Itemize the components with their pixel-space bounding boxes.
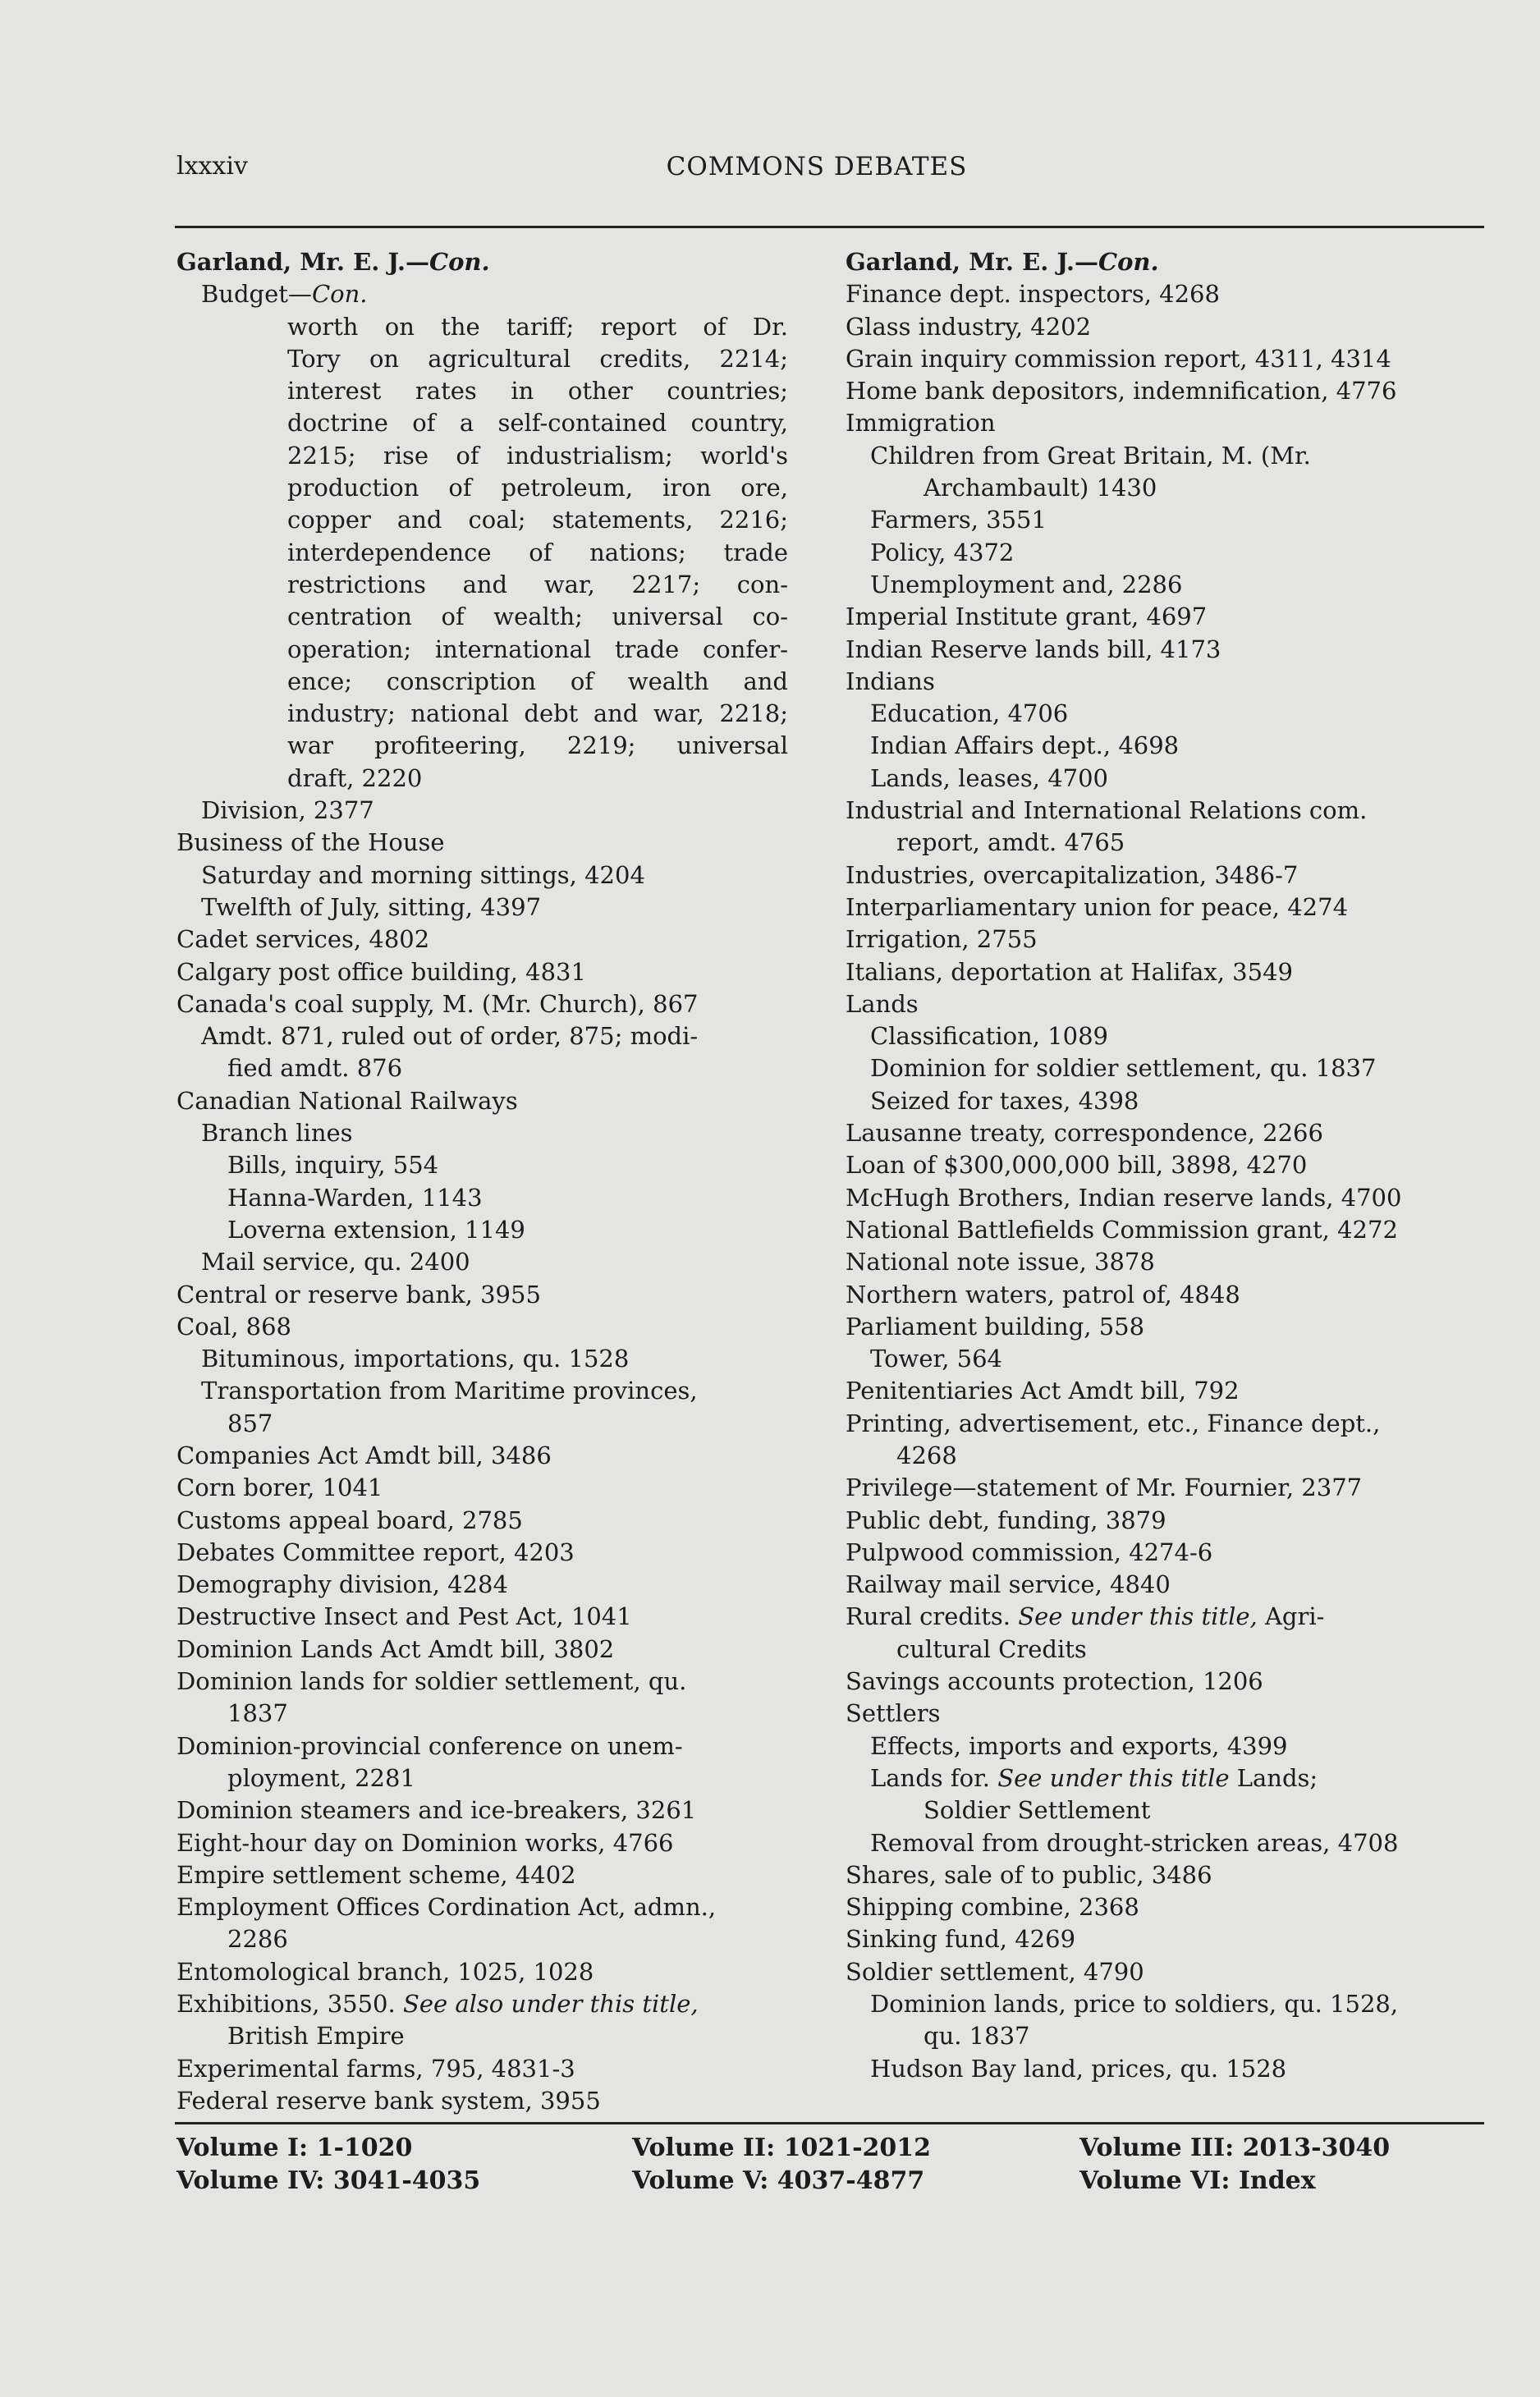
entry-text: Home bank depositors, indemnification, 4776 [846, 377, 1397, 406]
paragraph-line: doctrine of a self-contained country, [287, 409, 788, 438]
entry-text: Dominion lands for soldier settlement, qu. [176, 1667, 687, 1696]
index-entry [176, 1149, 788, 1181]
entry-text: Rural credits. [846, 1602, 1011, 1631]
entry-text: Twelfth of July, sitting, 4397 [201, 892, 542, 921]
index-entry [176, 1408, 788, 1440]
paragraph-line: draft, 2220 [287, 763, 423, 792]
entry-text: Farmers, 3551 [870, 506, 1047, 534]
index-entries [846, 278, 1449, 2085]
entry-text: Exhibitions, 3550. [176, 1990, 396, 2019]
entry-text: Finance dept. inspectors, 4268 [846, 280, 1220, 309]
entry-text-continued: Lands; [1236, 1763, 1318, 1792]
entry-text: Interparliamentary union for peace, 4274 [846, 892, 1349, 921]
header-rule [175, 226, 1484, 228]
index-entry [176, 2085, 788, 2117]
index-entry [846, 956, 1449, 988]
index-entry [846, 827, 1449, 859]
index-entry [846, 1891, 1449, 1923]
index-entry [846, 278, 1449, 310]
index-entry [846, 1762, 1449, 1794]
index-column-right [846, 246, 1449, 2085]
entry-cross-reference: See under this title [997, 1763, 1230, 1792]
index-entry [176, 1891, 788, 1923]
entry-text: Imperial Institute grant, 4697 [846, 603, 1208, 631]
index-entry [846, 1730, 1449, 1762]
entry-text: Coal, 868 [176, 1312, 292, 1341]
volume-label: Volume I: 1-1020 [176, 2133, 413, 2162]
index-entry [846, 1343, 1449, 1375]
paragraph-line: interest rates in other countries; [287, 377, 788, 406]
index-entry [846, 1085, 1449, 1117]
volume-label: Volume VI: Index [1079, 2166, 1316, 2195]
entry-text: 857 [227, 1409, 273, 1437]
index-entry [846, 1794, 1449, 1826]
index-column-left [176, 246, 788, 2117]
entry-text: Effects, imports and exports, 4399 [870, 1731, 1288, 1760]
subheading: Budget—Con. [201, 280, 368, 309]
index-entry [176, 2053, 788, 2085]
entry-text: Seized for taxes, 4398 [870, 1086, 1139, 1115]
entry-text: Corn borer, 1041 [176, 1473, 383, 1502]
entry-text: Indian Reserve lands bill, 4173 [846, 635, 1221, 663]
index-entry [846, 1149, 1449, 1181]
index-entry [846, 311, 1449, 343]
index-entry [846, 537, 1449, 569]
index-entry [846, 1440, 1449, 1472]
page-header [176, 152, 1457, 185]
entry-text: National note issue, 3878 [846, 1248, 1155, 1276]
index-entry [176, 1505, 788, 1537]
index-entry [176, 859, 788, 891]
index-entry [176, 988, 788, 1020]
entry-text: Penitentiaries Act Amdt bill, 792 [846, 1377, 1240, 1405]
index-entry [176, 1537, 788, 1569]
index-entry [846, 666, 1449, 698]
entry-text: Employment Offices Cordination Act, admn., [176, 1893, 717, 1922]
index-entry [176, 1601, 788, 1633]
entry-text: Saturday and morning sittings, 4204 [201, 860, 645, 889]
entry-text: Immigration [846, 409, 996, 438]
paragraph-line: industry; national debt and war, 2218; [287, 699, 788, 728]
entry-text: Removal from drought-stricken areas, 4708 [870, 1828, 1399, 1857]
entry-text: Demography division, 4284 [176, 1570, 508, 1599]
entry-text: Dominion for soldier settlement, qu. 1837 [870, 1054, 1377, 1083]
entry-text: Canada's coal supply, M. (Mr. Church), 867 [176, 989, 699, 1018]
paragraph-line: restrictions and war, 2217; con- [287, 570, 788, 598]
index-entry [846, 1214, 1449, 1246]
index-entry [846, 634, 1449, 666]
entry-text: Archambault) 1430 [924, 474, 1157, 502]
entry-text: Indian Affairs dept., 4698 [870, 731, 1180, 760]
index-entry [846, 763, 1449, 795]
index-entry [846, 859, 1449, 891]
index-entry [176, 1634, 788, 1666]
budget-paragraph [176, 311, 788, 795]
entry-text: Industries, overcapitalization, 3486-7 [846, 860, 1299, 889]
entry-text: Irrigation, 2755 [846, 925, 1038, 954]
index-entry [846, 1923, 1449, 1955]
entry-text: Settlers [846, 1699, 941, 1728]
entry-text: Tower, 564 [870, 1345, 1003, 1373]
index-entry [176, 1311, 788, 1343]
entry-text-continued: Agri- [1264, 1602, 1325, 1631]
entry-text: McHugh Brothers, Indian reserve lands, 4700 [846, 1183, 1402, 1212]
index-entry [176, 1246, 788, 1278]
paragraph-line: production of petroleum, iron ore, [287, 474, 788, 502]
page-number: lxxxiv [176, 152, 248, 181]
index-entry [176, 1472, 788, 1504]
entry-text: Bills, inquiry, 554 [227, 1151, 439, 1180]
entry-text: Glass industry, 4202 [846, 312, 1092, 341]
index-entry [176, 1052, 788, 1084]
column-heading: Garland, Mr. E. J.—Con. [176, 248, 490, 276]
entry-text: Education, 4706 [870, 699, 1069, 728]
entry-text: Public debt, funding, 3879 [846, 1506, 1166, 1534]
index-entry [846, 1956, 1449, 1988]
index-entry [176, 1923, 788, 1955]
entry-text: 1837 [227, 1699, 288, 1728]
index-entry [176, 1569, 788, 1601]
index-entry [176, 1020, 788, 1052]
index-entry [846, 504, 1449, 536]
index-entry [176, 1988, 788, 2020]
entry-text: British Empire [227, 2022, 405, 2051]
index-entry [176, 1827, 788, 1859]
entry-text: Debates Committee report, 4203 [176, 1538, 575, 1566]
paragraph-line: 2215; rise of industrialism; world's [287, 441, 788, 470]
entry-text: Italians, deportation at Halifax, 3549 [846, 957, 1293, 986]
index-entry [176, 1859, 788, 1891]
paragraph-line: Tory on agricultural credits, 2214; [287, 344, 788, 373]
index-entry [846, 1505, 1449, 1537]
index-entry [176, 1666, 788, 1698]
entry-text: Customs appeal board, 2785 [176, 1506, 523, 1534]
entry-text: Shares, sale of to public, 3486 [846, 1860, 1212, 1889]
index-entry [846, 1279, 1449, 1311]
index-entries [176, 795, 788, 2117]
entry-text: Classification, 1089 [870, 1022, 1108, 1051]
entry-text: Transportation from Maritime provinces, [201, 1377, 698, 1405]
entry-text: Dominion steamers and ice-breakers, 3261 [176, 1796, 697, 1825]
entry-text: Amdt. 871, ruled out of order, 875; modi- [201, 1022, 699, 1051]
entry-text: Lands for. [870, 1763, 990, 1792]
paragraph-line: interdependence of nations; trade [287, 538, 788, 566]
entry-text: Shipping combine, 2368 [846, 1893, 1139, 1922]
index-entry [846, 1472, 1449, 1504]
index-entry [846, 1666, 1449, 1698]
index-entry [176, 795, 788, 827]
entry-text: Policy, 4372 [870, 538, 1015, 566]
index-entry [846, 1601, 1449, 1633]
footer-rule [175, 2122, 1484, 2124]
entry-text: qu. 1837 [924, 2022, 1030, 2051]
index-entry [846, 343, 1449, 375]
entry-text: Pulpwood commission, 4274-6 [846, 1538, 1213, 1566]
index-entry [176, 1085, 788, 1117]
paragraph-line: centration of wealth; universal co- [287, 603, 788, 631]
index-entry [846, 1311, 1449, 1343]
index-entry [846, 1988, 1449, 2020]
index-entry [176, 1762, 788, 1794]
entry-text: Division, 2377 [201, 796, 374, 825]
index-entry [176, 1375, 788, 1407]
entry-text: Railway mail service, 4840 [846, 1570, 1171, 1599]
paragraph-line: operation; international trade confer- [287, 635, 788, 663]
paragraph-line: ence; conscription of wealth and [287, 667, 788, 695]
index-entry [846, 1052, 1449, 1084]
entry-text: Bituminous, importations, qu. 1528 [201, 1345, 630, 1373]
index-entry [176, 1730, 788, 1762]
index-entry [846, 2053, 1449, 2085]
index-entry [846, 1827, 1449, 1859]
index-entry [846, 1698, 1449, 1730]
entry-text: 2286 [227, 1925, 288, 1954]
entry-text: Federal reserve bank system, 3955 [176, 2086, 601, 2115]
entry-text: Savings accounts protection, 1206 [846, 1667, 1263, 1696]
index-entry [176, 1117, 788, 1149]
entry-text: Destructive Insect and Pest Act, 1041 [176, 1602, 632, 1631]
index-entry [176, 924, 788, 956]
entry-text: Sinking fund, 4269 [846, 1925, 1076, 1954]
entry-text: Dominion-provincial conference on unem- [176, 1731, 683, 1760]
entry-text: Lands, leases, 4700 [870, 763, 1108, 792]
entry-text: Calgary post office building, 4831 [176, 957, 586, 986]
index-entry [846, 1537, 1449, 1569]
entry-text: fied amdt. 876 [227, 1054, 403, 1083]
index-entry [176, 1440, 788, 1472]
entry-text: Children from Great Britain, M. (Mr. [870, 441, 1311, 470]
volume-label: Volume IV: 3041-4035 [176, 2166, 481, 2195]
entry-text: Cadet services, 4802 [176, 925, 430, 954]
index-entry [846, 891, 1449, 924]
entry-text: Unemployment and, 2286 [870, 570, 1183, 598]
index-entry [846, 988, 1449, 1020]
entry-text: Mail service, qu. 2400 [201, 1248, 470, 1276]
index-entry [176, 1182, 788, 1214]
entry-text: report, amdt. 4765 [896, 828, 1125, 857]
entry-text: Hudson Bay land, prices, qu. 1528 [870, 2054, 1287, 2083]
entry-text: Privilege—statement of Mr. Fournier, 2377 [846, 1473, 1363, 1502]
index-entry [846, 472, 1449, 504]
index-entry [176, 1956, 788, 1988]
entry-text: Business of the House [176, 828, 445, 857]
entry-text: Central or reserve bank, 3955 [176, 1280, 541, 1308]
index-entry [846, 730, 1449, 762]
paragraph-line: war profiteering, 2219; universal [287, 731, 788, 760]
index-entry [846, 440, 1449, 472]
index-entry [176, 1279, 788, 1311]
entry-text: Hanna-Warden, 1143 [227, 1183, 483, 1212]
volume-label: Volume III: 2013-3040 [1079, 2133, 1391, 2162]
entry-text: Loverna extension, 1149 [227, 1215, 525, 1244]
index-entry [846, 924, 1449, 956]
entry-text: Loan of $300,000,000 bill, 3898, 4270 [846, 1151, 1308, 1180]
entry-text: Dominion lands, price to soldiers, qu. 1528, [870, 1990, 1399, 2019]
entry-text: Companies Act Amdt bill, 3486 [176, 1441, 552, 1469]
index-entry [846, 1408, 1449, 1440]
volume-label: Volume V: 4037-4877 [632, 2166, 925, 2195]
entry-text: Northern waters, patrol of, 4848 [846, 1280, 1240, 1308]
index-entry [846, 1569, 1449, 1601]
entry-cross-reference: See also under this title, [402, 1990, 699, 2019]
index-entry [176, 1214, 788, 1246]
index-entry [176, 1343, 788, 1375]
entry-text: Entomological branch, 1025, 1028 [176, 1957, 594, 1986]
entry-text: ployment, 2281 [227, 1763, 415, 1792]
index-entry [176, 891, 788, 924]
entry-text: Printing, advertisement, etc., Finance dept., [846, 1409, 1381, 1437]
entry-cross-reference: See under this title, [1018, 1602, 1258, 1631]
entry-text: Indians [846, 667, 935, 695]
index-entry [846, 1182, 1449, 1214]
entry-text: Soldier Settlement [924, 1796, 1151, 1825]
index-entry [846, 601, 1449, 633]
index-entry [846, 1375, 1449, 1407]
entry-text: Eight-hour day on Dominion works, 4766 [176, 1828, 674, 1857]
index-entry [846, 698, 1449, 730]
volume-label: Volume II: 1021-2012 [632, 2133, 932, 2162]
paragraph-line: copper and coal; statements, 2216; [287, 506, 788, 534]
index-entry [846, 2020, 1449, 2052]
index-entry [176, 956, 788, 988]
index-entry [176, 2020, 788, 2052]
index-entry [846, 1859, 1449, 1891]
entry-text: 4268 [896, 1441, 957, 1469]
entry-text: Canadian National Railways [176, 1086, 518, 1115]
entry-text: Parliament building, 558 [846, 1312, 1145, 1341]
entry-text: National Battlefields Commission grant, 4272 [846, 1215, 1398, 1244]
entry-text: Lausanne treaty, correspondence, 2266 [846, 1119, 1323, 1148]
index-entry [846, 569, 1449, 601]
index-entry [846, 1020, 1449, 1052]
entry-text: Experimental farms, 795, 4831-3 [176, 2054, 575, 2083]
entry-text: Industrial and International Relations com. [846, 796, 1368, 825]
index-entry [846, 1246, 1449, 1278]
index-entry [846, 1117, 1449, 1149]
entry-text: Dominion Lands Act Amdt bill, 3802 [176, 1634, 615, 1663]
index-entry [846, 375, 1449, 407]
index-entry [846, 795, 1449, 827]
entry-text: Branch lines [201, 1119, 353, 1148]
entry-text: cultural Credits [896, 1634, 1087, 1663]
index-entry [846, 1634, 1449, 1666]
entry-text: Grain inquiry commission report, 4311, 4314 [846, 344, 1391, 373]
entry-text: Empire settlement scheme, 4402 [176, 1860, 576, 1889]
index-entry [176, 1794, 788, 1826]
index-entry [846, 407, 1449, 439]
paragraph-line: worth on the tariff; report of Dr. [287, 312, 788, 341]
column-heading: Garland, Mr. E. J.—Con. [846, 248, 1159, 276]
index-entry [176, 827, 788, 859]
entry-text: Soldier settlement, 4790 [846, 1957, 1144, 1986]
index-entry [176, 1698, 788, 1730]
running-title: COMMONS DEBATES [666, 152, 968, 181]
entry-text: Lands [846, 989, 919, 1018]
